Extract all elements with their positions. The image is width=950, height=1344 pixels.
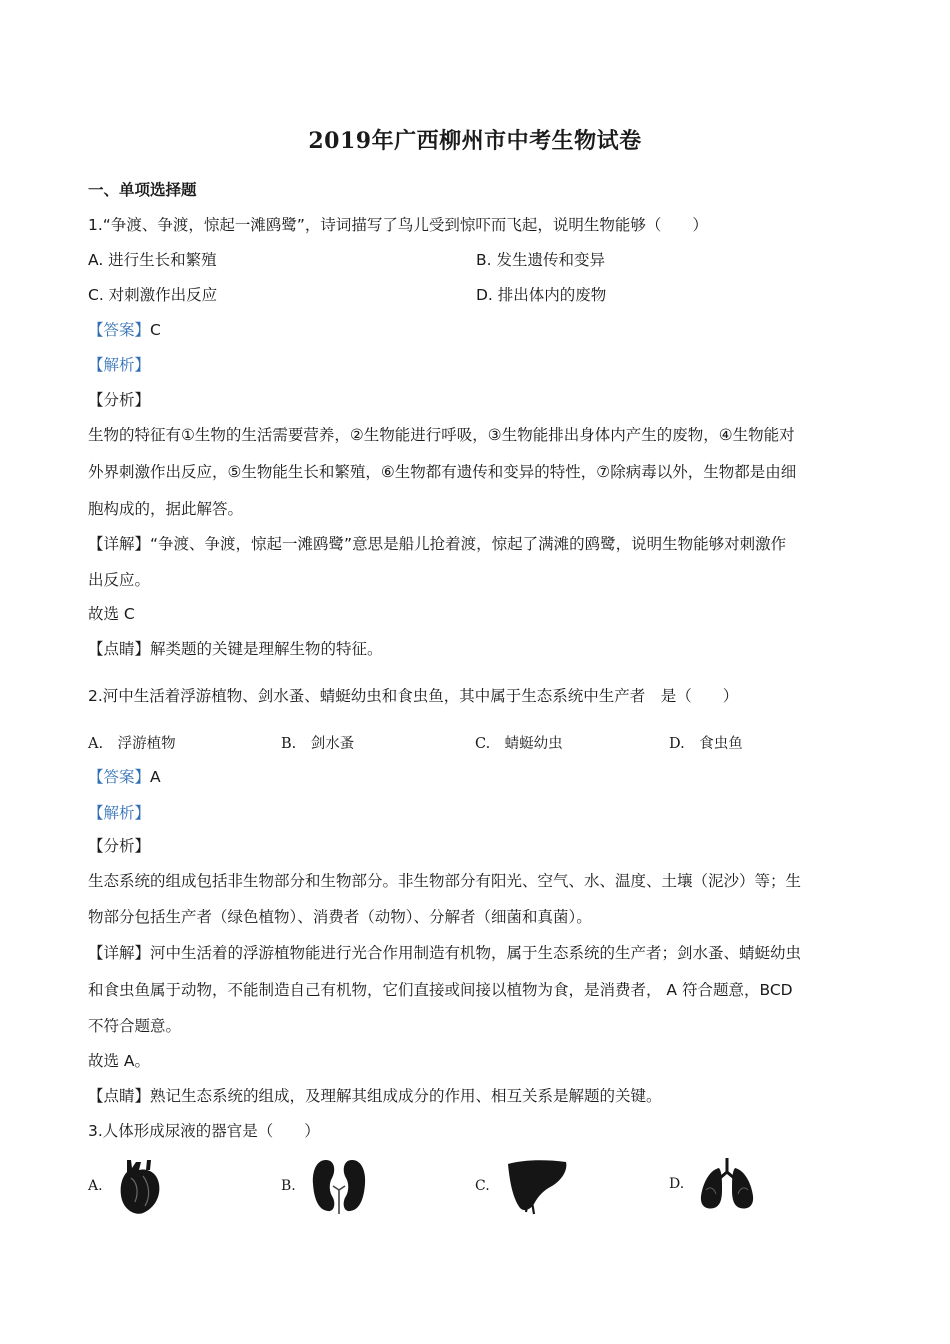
q2-option-d: D. 食虫鱼 [669,736,743,752]
q1-analysis-line: 外界刺激作出反应，⑤生物能生长和繁殖，⑥生物都有遗传和变异的特性，⑦除病毒以外，生物都是由细 [88,463,797,481]
point-text: 熟记生态系统的组成，及理解其组成成分的作用、相互关系是解题的关键。 [150,1087,662,1105]
section-heading: 一、单项选择题 [88,181,197,199]
q3-option-b [281,1156,368,1216]
detail-label: 【详解】 [88,944,151,962]
q3-option-label: D. [669,1176,685,1192]
answer-value: C [150,321,161,339]
answer-value: A [150,768,161,786]
detail-text: 河中生活着的浮游植物能进行光合作用制造有机物，属于生态系统的生产者；剑水蚤、蜻蜓幼虫 [150,944,802,962]
q1-analysis-line: 胞构成的，据此解答。 [88,500,244,518]
q3-option-d [669,1156,756,1212]
answer-label: 【答案】 [88,768,151,786]
q1-analysis-line: 生物的特征有①生物的生活需要营养，②生物能进行呼吸，③生物能排出身体内产生的废物，④生物能对 [88,426,795,444]
q2-analysis-line: 生态系统的组成包括非生物部分和生物部分。非生物部分有阳光、空气、水、温度、土壤（泥沙）等；生 [88,872,802,890]
answer-label: 【答案】 [88,321,151,339]
q2-option-c: C. 蜻蜓幼虫 [475,736,563,752]
q2-detail-line: 和食虫鱼属于动物，不能制造自己有机物，它们直接或间接以植物为食，是消费者， A 符合题意，BCD [88,981,793,999]
q2-option-a: A. 浮游植物 [88,736,176,752]
q1-point [88,639,383,659]
q1-option-d: D. 排出体内的废物 [476,286,607,304]
liver-icon [504,1156,570,1216]
q1-detail-line: 出反应。 [88,571,151,589]
q2-analysis-line: 物部分包括生产者（绿色植物）、消费者（动物）、分解者（细菌和真菌）。 [88,908,592,926]
q2-option-b: B. 剑水蚤 [281,736,355,752]
q1-choose: 故选 C [88,605,135,623]
point-label: 【点睛】 [88,640,151,658]
point-text: 解类题的关键是理解生物的特征。 [150,640,383,658]
q2-detail-line: 不符合题意。 [88,1017,182,1035]
kidney-icon [310,1156,368,1216]
q1-stem: 1.“争渡、争渡，惊起一滩鸥鹭”，诗词描写了鸟儿受到惊吓而飞起，说明生物能够（ ） [88,216,708,234]
q2-fenxi-label: 【分析】 [88,837,151,855]
q2-answer [88,767,161,787]
q1-jiexi-label: 【解析】 [88,356,151,374]
q1-option-b: B. 发生遗传和变异 [476,251,605,269]
detail-text: “争渡、争渡，惊起一滩鸥鹭”意思是船儿抢着渡，惊起了满滩的鸥鹭，说明生物能够对刺激作 [150,535,787,553]
q1-option-c: C. 对刺激作出反应 [88,286,218,304]
q1-option-a: A. 进行生长和繁殖 [88,251,217,269]
page-title: 2019年广西柳州市中考生物试卷 [308,128,642,154]
q3-stem: 3.人体形成尿液的器官是（ ） [88,1122,320,1140]
q3-option-label: A. [88,1178,103,1194]
q1-fenxi-label: 【分析】 [88,391,151,409]
q3-option-a [88,1156,163,1216]
q1-detail [88,534,786,554]
detail-label: 【详解】 [88,535,151,553]
q3-option-label: C. [475,1178,490,1194]
q2-choose: 故选 A。 [88,1052,151,1070]
q3-option-label: B. [281,1178,296,1194]
q2-detail [88,943,801,963]
q2-stem: 2.河中生活着浮游植物、剑水蚤、蜻蜓幼虫和食虫鱼，其中属于生态系统中生产者 是（ ） [88,687,739,705]
heart-icon [117,1156,163,1216]
q3-option-c [475,1156,570,1216]
q2-point [88,1086,662,1106]
point-label: 【点睛】 [88,1087,151,1105]
q1-answer [88,320,161,340]
lung-icon [698,1156,756,1212]
q2-jiexi-label: 【解析】 [88,804,151,822]
